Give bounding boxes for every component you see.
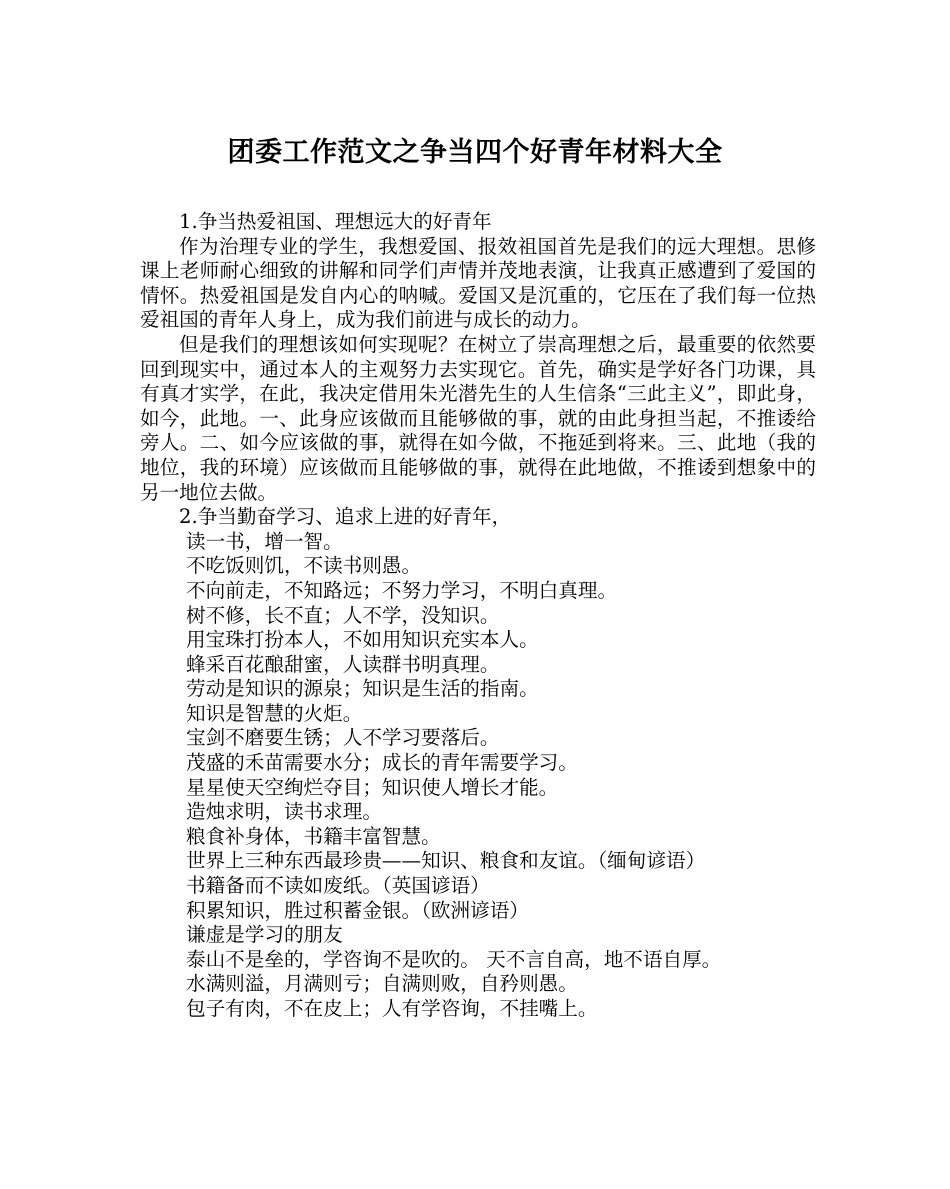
saying-line: 树不修，长不直；人不学，没知识。 xyxy=(186,603,500,627)
saying-line: 谦虚是学习的朋友 xyxy=(186,923,343,947)
saying-line: 水满则溢，月满则亏；自满则败，自矜则愚。 xyxy=(186,972,578,996)
saying-line: 不向前走，不知路远；不努力学习，不明白真理。 xyxy=(186,578,618,602)
saying-line: 世界上三种东西最珍贵——知识、粮食和友谊。（缅甸谚语） xyxy=(186,849,706,873)
section-heading-1: 1.争当热爱祖国、理想远大的好青年 xyxy=(179,210,492,233)
saying-line: 用宝珠打扮本人，不如用知识充实本人。 xyxy=(186,628,539,652)
saying-line: 包子有肉，不在皮上；人有学咨询，不挂嘴上。 xyxy=(186,997,598,1020)
saying-line: 不吃饭则饥，不读书则愚。 xyxy=(186,554,422,578)
saying-line: 粮食补身体，书籍丰富智慧。 xyxy=(186,824,441,848)
saying-line: 泰山不是垒的，学咨询不是吹的。 天不言自高，地不语自厚。 xyxy=(186,947,722,971)
paragraph-ideals: 但是我们的理想该如何实现呢？在树立了崇高理想之后，最重要的依然要回到现实中，通过本人的主观努力去实现它。首先，确实是学好各门功课，具有真才实学，在此，我决定借用朱光潜先生的人生信条“三此主义”，即此身，如今，此地。一、此身应该做而且能够做的事，就的由此身担当起，不推诿给旁人。二、如今应该做的事，就得在如今做，不拖延到将来。三、此地（我的地位，我的环境）应该做而且能够做的事，就得在此地做，不推诿到想象中的另一地位去做。 xyxy=(140,332,816,504)
saying-line: 书籍备而不读如废纸。（英国谚语） xyxy=(186,874,490,898)
document-title: 团委工作范文之争当四个好青年材料大全 xyxy=(227,137,723,168)
saying-line: 造烛求明，读书求理。 xyxy=(186,800,382,824)
saying-line: 蜂采百花酿甜蜜，人读群书明真理。 xyxy=(186,652,500,676)
paragraph-patriotism: 作为治理专业的学生，我想爱国、报效祖国首先是我们的远大理想。思修课上老师耐心细致的讲解和同学们声情并茂地表演，让我真正感遭到了爱国的情怀。热爱祖国是发自内心的呐喊。爱国又是沉重的，它压在了我们每一位热爱祖国的青年人身上，成为我们前进与成长的动力。 xyxy=(140,234,816,332)
section-heading-2: 2.争当勤奋学习、追求上进的好青年， xyxy=(179,505,512,529)
saying-line: 宝剑不磨要生锈；人不学习要落后。 xyxy=(186,726,500,750)
sayings-list xyxy=(140,530,816,1022)
saying-line: 劳动是知识的源泉；知识是生活的指南。 xyxy=(186,677,539,701)
saying-line: 知识是智慧的火炬。 xyxy=(186,701,363,725)
saying-line: 星星使天空绚烂夺目；知识使人增长才能。 xyxy=(186,775,559,799)
saying-line: 积累知识，胜过积蓄金银。（欧洲谚语） xyxy=(186,898,529,922)
document-body xyxy=(140,210,816,1022)
saying-line: 茂盛的禾苗需要水分；成长的青年需要学习。 xyxy=(186,751,578,775)
saying-line: 读一书，增一智。 xyxy=(186,529,343,553)
